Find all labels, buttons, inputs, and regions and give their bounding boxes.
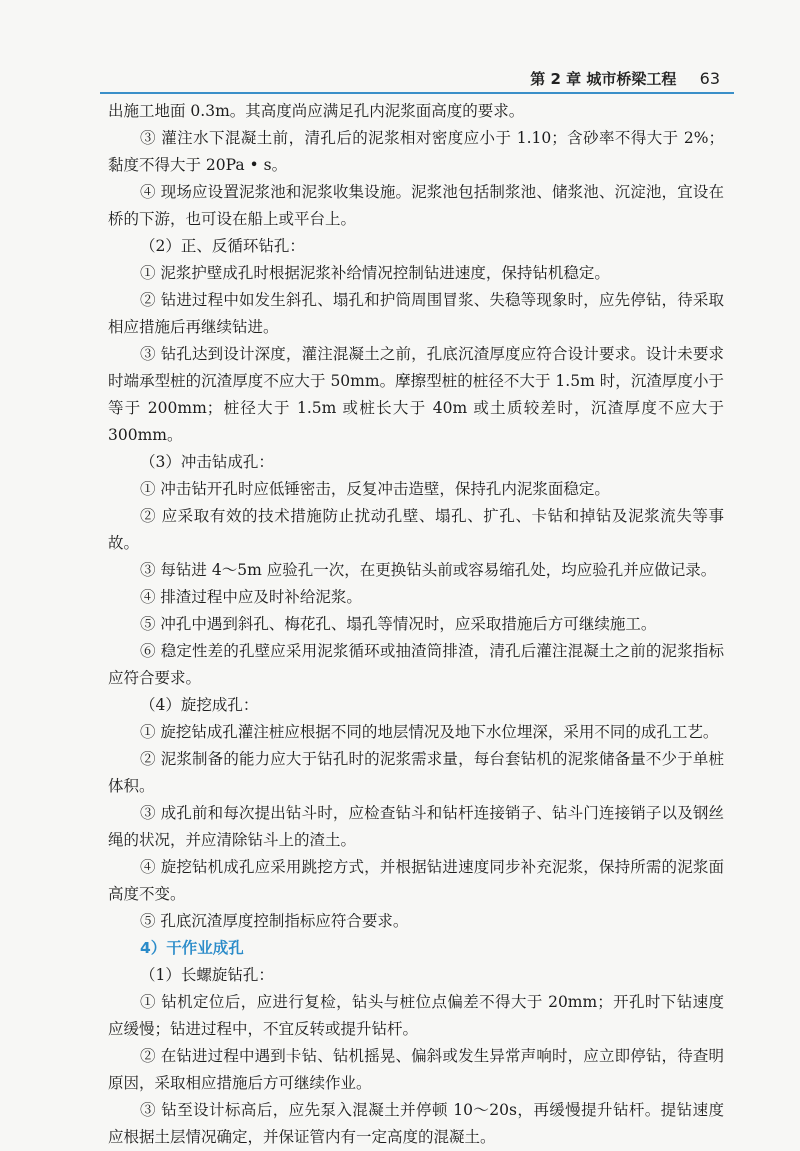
list-item: ⑥ 稳定性差的孔壁应采用泥浆循环或抽渣筒排渣，清孔后灌注混凝土之前的泥浆指标应符合要求。 [108,642,724,687]
section-heading: 4）干作业成孔 [140,939,244,957]
paragraph: 出施工地面 0.3m。其高度尚应满足孔内泥浆面高度的要求。 [108,102,525,120]
list-item: ③ 每钻进 4～5m 应验孔一次，在更换钻头前或容易缩孔处，均应验孔并应做记录。 [140,561,717,579]
list-item: ⑤ 孔底沉渣厚度控制指标应符合要求。 [140,912,409,930]
chapter-title: 第 2 章 城市桥梁工程 [530,70,677,88]
subsection-title: （3）冲击钻成孔： [140,453,274,471]
list-item: ③ 灌注水下混凝土前，清孔后的泥浆相对密度应小于 1.10；含砂率不得大于 2%；黏度不得大于 20Pa • s。 [108,129,724,174]
list-item: ② 泥浆制备的能力应大于钻孔时的泥浆需求量，每台套钻机的泥浆储备量不少于单桩体积。 [108,750,724,795]
list-item: ① 泥浆护壁成孔时根据泥浆补给情况控制钻进速度，保持钻机稳定。 [140,264,610,282]
subsection-title: （2）正、反循环钻孔： [140,237,305,255]
running-head [530,68,720,89]
list-item: ② 钻进过程中如发生斜孔、塌孔和护筒周围冒浆、失稳等现象时，应先停钻，待采取相应措施后再继续钻进。 [108,291,724,336]
list-item: ① 钻机定位后，应进行复检，钻头与桩位点偏差不得大于 20mm；开孔时下钻速度应缓慢；钻进过程中，不宜反转或提升钻杆。 [108,993,724,1038]
list-item: ③ 钻至设计标高后，应先泵入混凝土并停顿 10～20s，再缓慢提升钻杆。提钻速度应根据土层情况确定，并保证管内有一定高度的混凝土。 [108,1101,724,1146]
list-item: ④ 现场应设置泥浆池和泥浆收集设施。泥浆池包括制浆池、储浆池、沉淀池，宜设在桥的下游，也可设在船上或平台上。 [108,183,724,228]
subsection-title: （4）旋挖成孔： [140,696,259,714]
list-item: ② 应采取有效的技术措施防止扰动孔壁、塌孔、扩孔、卡钻和掉钻及泥浆流失等事故。 [108,507,724,552]
list-item: ④ 旋挖钻机成孔应采用跳挖方式，并根据钻进速度同步补充泥浆，保持所需的泥浆面高度不变。 [108,858,724,903]
list-item: ① 旋挖钻成孔灌注桩应根据不同的地层情况及地下水位埋深，采用不同的成孔工艺。 [140,723,719,741]
subsection-title: （1）长螺旋钻孔： [140,966,274,984]
list-item: ② 在钻进过程中遇到卡钻、钻机摇晃、偏斜或发生异常声响时，应立即停钻，待查明原因，采取相应措施后方可继续作业。 [108,1047,724,1092]
list-item: ④ 排渣过程中应及时补给泥浆。 [140,588,362,606]
list-item: ③ 成孔前和每次提出钻斗时，应检查钻斗和钻杆连接销子、钻斗门连接销子以及钢丝绳的状况，并应清除钻斗上的渣土。 [108,804,724,849]
list-item: ③ 钻孔达到设计深度，灌注混凝土之前，孔底沉渣厚度应符合设计要求。设计未要求时端承型桩的沉渣厚度不应大于 50mm。摩擦型桩的桩径不大于 1.5m 时，沉渣厚度小于等于 200mm；桩径大于 1.5m 或桩长大于 40m 或土质较差时，沉渣厚度不应大于 300mm。 [108,345,724,444]
page-body [108,98,724,1151]
list-item: ① 冲击钻开孔时应低锤密击，反复冲击造壁，保持孔内泥浆面稳定。 [140,480,610,498]
page-header [0,58,800,92]
header-rule [100,92,734,94]
list-item: ⑤ 冲孔中遇到斜孔、梅花孔、塌孔等情况时，应采取措施后方可继续施工。 [140,615,657,633]
page-number: 63 [699,69,720,88]
